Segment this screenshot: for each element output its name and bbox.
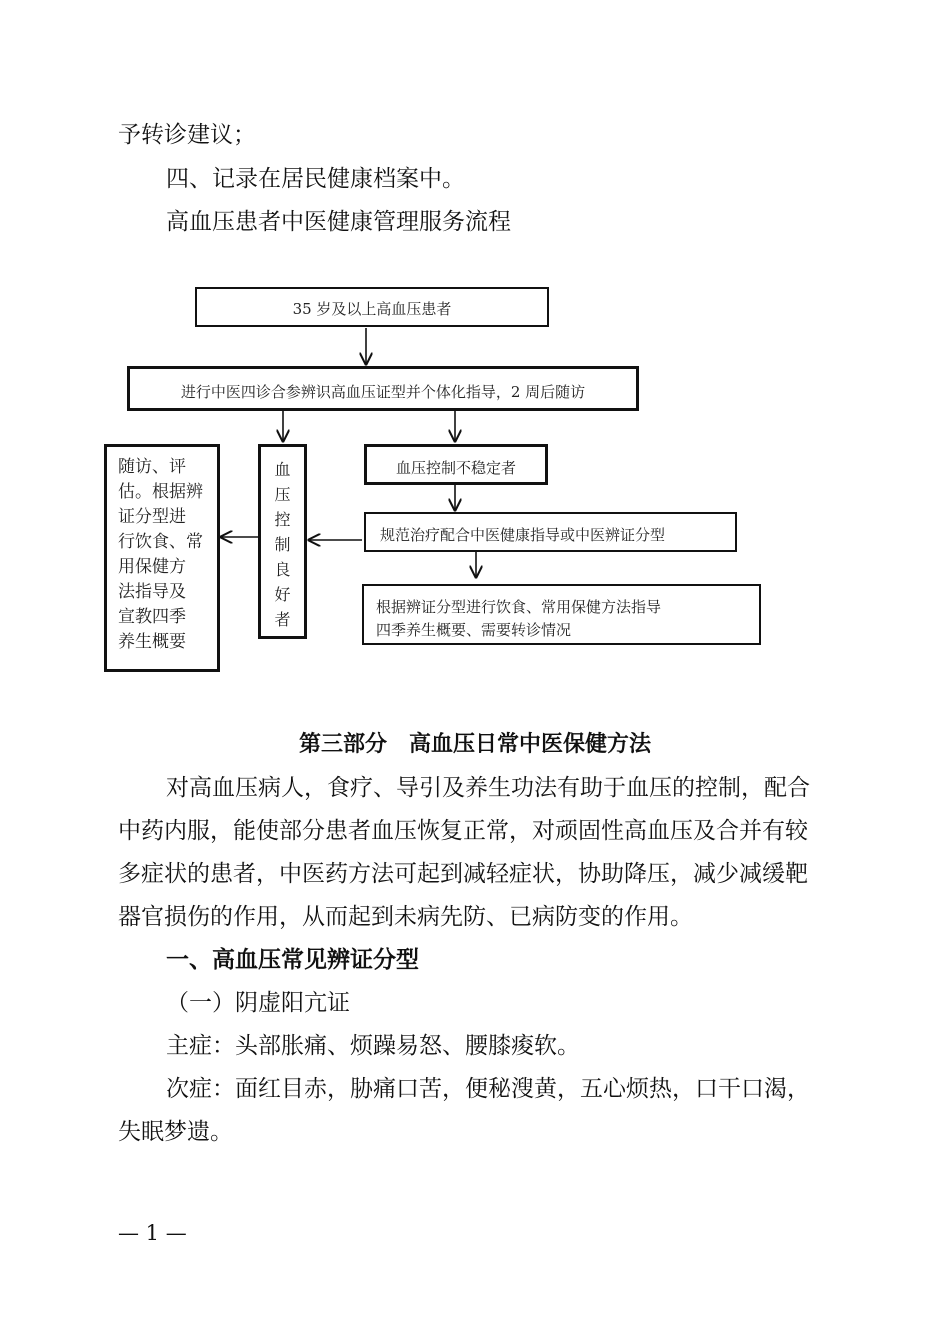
good-control-char: 制 (274, 535, 291, 554)
box-unstable (364, 444, 548, 485)
good-control-char: 血 (274, 460, 291, 479)
box-guidance (362, 584, 761, 645)
flowchart-caption: 高血压患者中医健康管理服务流程 (166, 209, 511, 235)
good-control-char: 控 (274, 510, 291, 529)
paragraph-line: 器官损伤的作用，从而起到未病先防、已病防变的作用。 (118, 904, 693, 930)
secondary-symptom-line: 次症：面红目赤，胁痛口苦，便秘溲黄，五心烦热，口干口渴， (166, 1076, 810, 1102)
box-start (195, 287, 549, 327)
followup-line: 用保健方 (118, 557, 186, 577)
followup-line: 养生概要 (118, 632, 186, 652)
box-guidance-line-2: 四季养生概要、需要转诊情况 (376, 621, 572, 639)
followup-line: 法指导及 (118, 582, 186, 602)
paragraph-line: 中药内服，能使部分患者血压恢复正常，对顽固性高血压及合并有较 (118, 818, 808, 844)
box-treatment (364, 512, 737, 552)
box-start-label: 35 岁及以上高血压患者 (292, 300, 452, 318)
followup-line: 证分型进 (118, 507, 186, 527)
paragraph-line: 对高血压病人，食疗、导引及养生功法有助于血压的控制，配合 (166, 775, 810, 801)
followup-line: 随访、评 (118, 457, 186, 477)
box-unstable-label: 血压控制不稳定者 (395, 459, 516, 477)
good-control-char: 好 (274, 585, 291, 604)
section-title: 第三部分 高血压日常中医保健方法 (298, 732, 651, 757)
subheading-yin-deficiency: （一）阴虚阳亢证 (166, 990, 350, 1016)
intro-line-2: 四、记录在居民健康档案中。 (166, 166, 465, 192)
main-symptom-line: 主症：头部胀痛、烦躁易怒、腰膝痠软。 (166, 1033, 580, 1059)
followup-line: 估。根据辨 (118, 482, 203, 502)
page-number: — 1 — (118, 1221, 187, 1245)
box-treatment-label: 规范治疗配合中医健康指导或中医辨证分型 (380, 526, 666, 544)
secondary-symptom-line: 失眠梦遗。 (118, 1119, 233, 1145)
followup-line: 行饮食、常 (118, 532, 203, 552)
heading-syndrome-types: 一、高血压常见辨证分型 (166, 947, 419, 973)
paragraph-line: 多症状的患者，中医药方法可起到减轻症状，协助降压，减少减缓靶 (118, 861, 808, 887)
good-control-char: 者 (274, 610, 291, 629)
followup-line: 宣教四季 (118, 607, 186, 627)
box-guidance-line-1: 根据辨证分型进行饮食、常用保健方法指导 (376, 598, 662, 616)
box-diagnosis-label: 进行中医四诊合参辨识高血压证型并个体化指导，2 周后随访 (180, 383, 586, 401)
good-control-char: 压 (274, 485, 291, 504)
intro-line-1: 予转诊建议； (118, 122, 256, 148)
box-diagnosis (127, 366, 639, 411)
box-followup (104, 444, 220, 672)
good-control-char: 良 (274, 560, 291, 579)
box-good-control (258, 444, 307, 639)
